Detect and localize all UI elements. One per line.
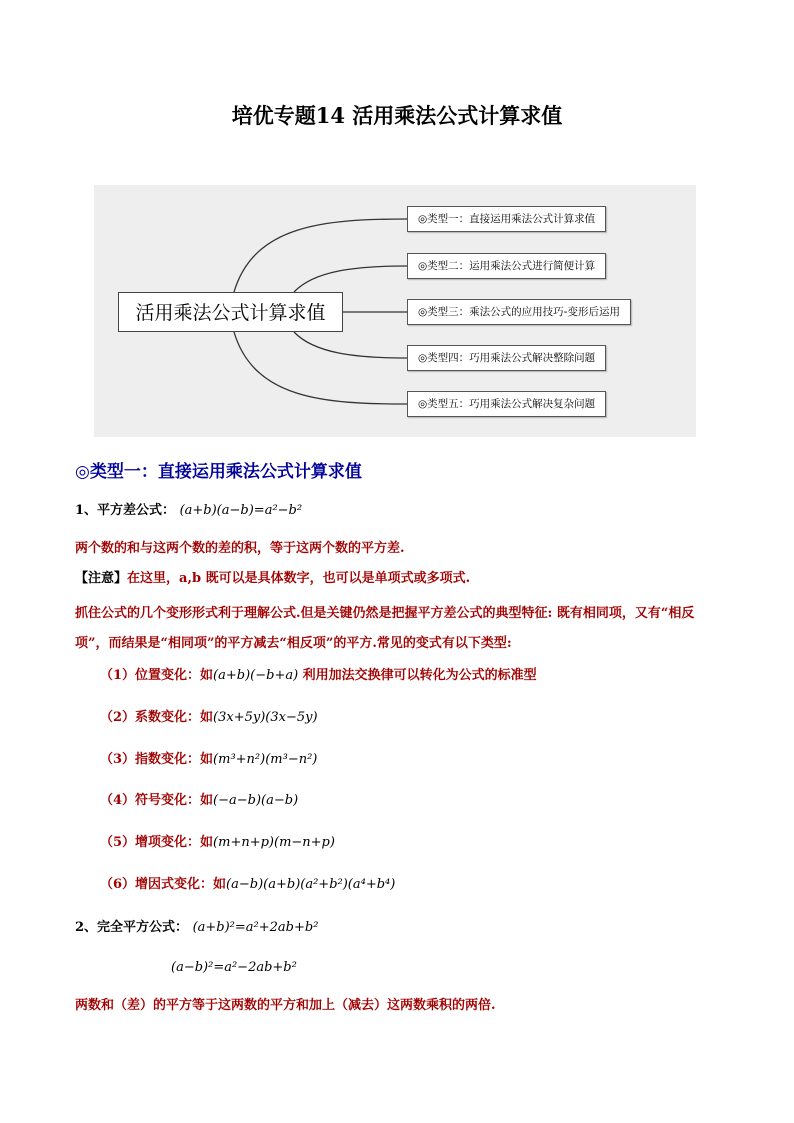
variant-5-formula: (m+n+p)(m−n+p) — [213, 835, 335, 850]
mind-map-node-type3: ◎类型三：乘法公式的应用技巧-变形后运用 — [407, 299, 631, 325]
note-text: 在这里，a,b 既可以是具体数字，也可以是单项式或多项式. — [127, 571, 471, 586]
formula-2a: (a+b)²=a²+2ab+b² — [192, 920, 319, 935]
variant-2-formula: (3x+5y)(3x−5y) — [213, 710, 318, 725]
mind-map-node-type5: ◎类型五：巧用乘法公式解决复杂问题 — [407, 391, 606, 417]
formula-1-label: 1、平方差公式： — [75, 503, 176, 518]
page-title: 培优专题14 活用乘法公式计算求值 — [231, 103, 563, 128]
note-label: 【注意】 — [75, 571, 128, 586]
key-paragraph: 抓住公式的几个变形形式利于理解公式.但是关键仍然是把握平方差公式的典型特征: 既有相同项，又有“相反项”，而结果是“相同项”的平方减去“相反项”的平方.常见的变式有以下类型: — [75, 606, 695, 651]
formula-2-line — [75, 918, 318, 938]
variant-6-label: （6）增因式变化：如 — [100, 877, 227, 892]
variant-6 — [100, 875, 395, 895]
mind-map-node-type2: ◎类型二：运用乘法公式进行简便计算 — [407, 253, 606, 279]
variant-4 — [100, 791, 298, 811]
mind-map-node-type1: ◎类型一：直接运用乘法公式计算求值 — [407, 206, 606, 232]
variant-1-suffix: 利用加法交换律可以转化为公式的标准型 — [298, 668, 537, 683]
formula-1-rule: 两个数的和与这两个数的差的积，等于这两个数的平方差. — [75, 541, 405, 556]
variant-3 — [100, 750, 317, 770]
variant-2-label: （2）系数变化：如 — [100, 710, 214, 725]
note-line — [75, 569, 725, 589]
formula-2b: (a−b)²=a²−2ab+b² — [171, 960, 297, 975]
variant-4-label: （4）符号变化：如 — [100, 793, 214, 808]
section-heading-type1: ◎类型一：直接运用乘法公式计算求值 — [75, 462, 362, 482]
variant-4-formula: (−a−b)(a−b) — [213, 793, 299, 808]
variant-3-formula: (m³+n²)(m³−n²) — [213, 752, 318, 767]
formula-2-label: 2、完全平方公式： — [75, 920, 189, 935]
formula-1-line — [75, 501, 302, 521]
variant-1 — [100, 666, 537, 686]
variant-1-formula: (a+b)(−b+a) — [213, 668, 299, 683]
formula-2-rule: 两数和（差）的平方等于这两数的平方和加上（减去）这两数乘积的两倍. — [75, 998, 496, 1013]
mind-map-node-type4: ◎类型四：巧用乘法公式解决整除问题 — [407, 345, 606, 371]
variant-1-label: （1）位置变化：如 — [100, 668, 214, 683]
formula-1: (a+b)(a−b)=a²−b² — [179, 503, 303, 518]
mind-map — [94, 185, 696, 437]
variant-6-formula: (a−b)(a+b)(a²+b²)(a⁴+b⁴) — [226, 877, 396, 892]
variant-5-label: （5）增项变化：如 — [100, 835, 214, 850]
variant-2 — [100, 708, 318, 728]
formula-2b-line — [171, 958, 297, 978]
variant-3-label: （3）指数变化：如 — [100, 752, 214, 767]
variant-5 — [100, 833, 335, 853]
mind-map-center: 活用乘法公式计算求值 — [118, 292, 343, 332]
